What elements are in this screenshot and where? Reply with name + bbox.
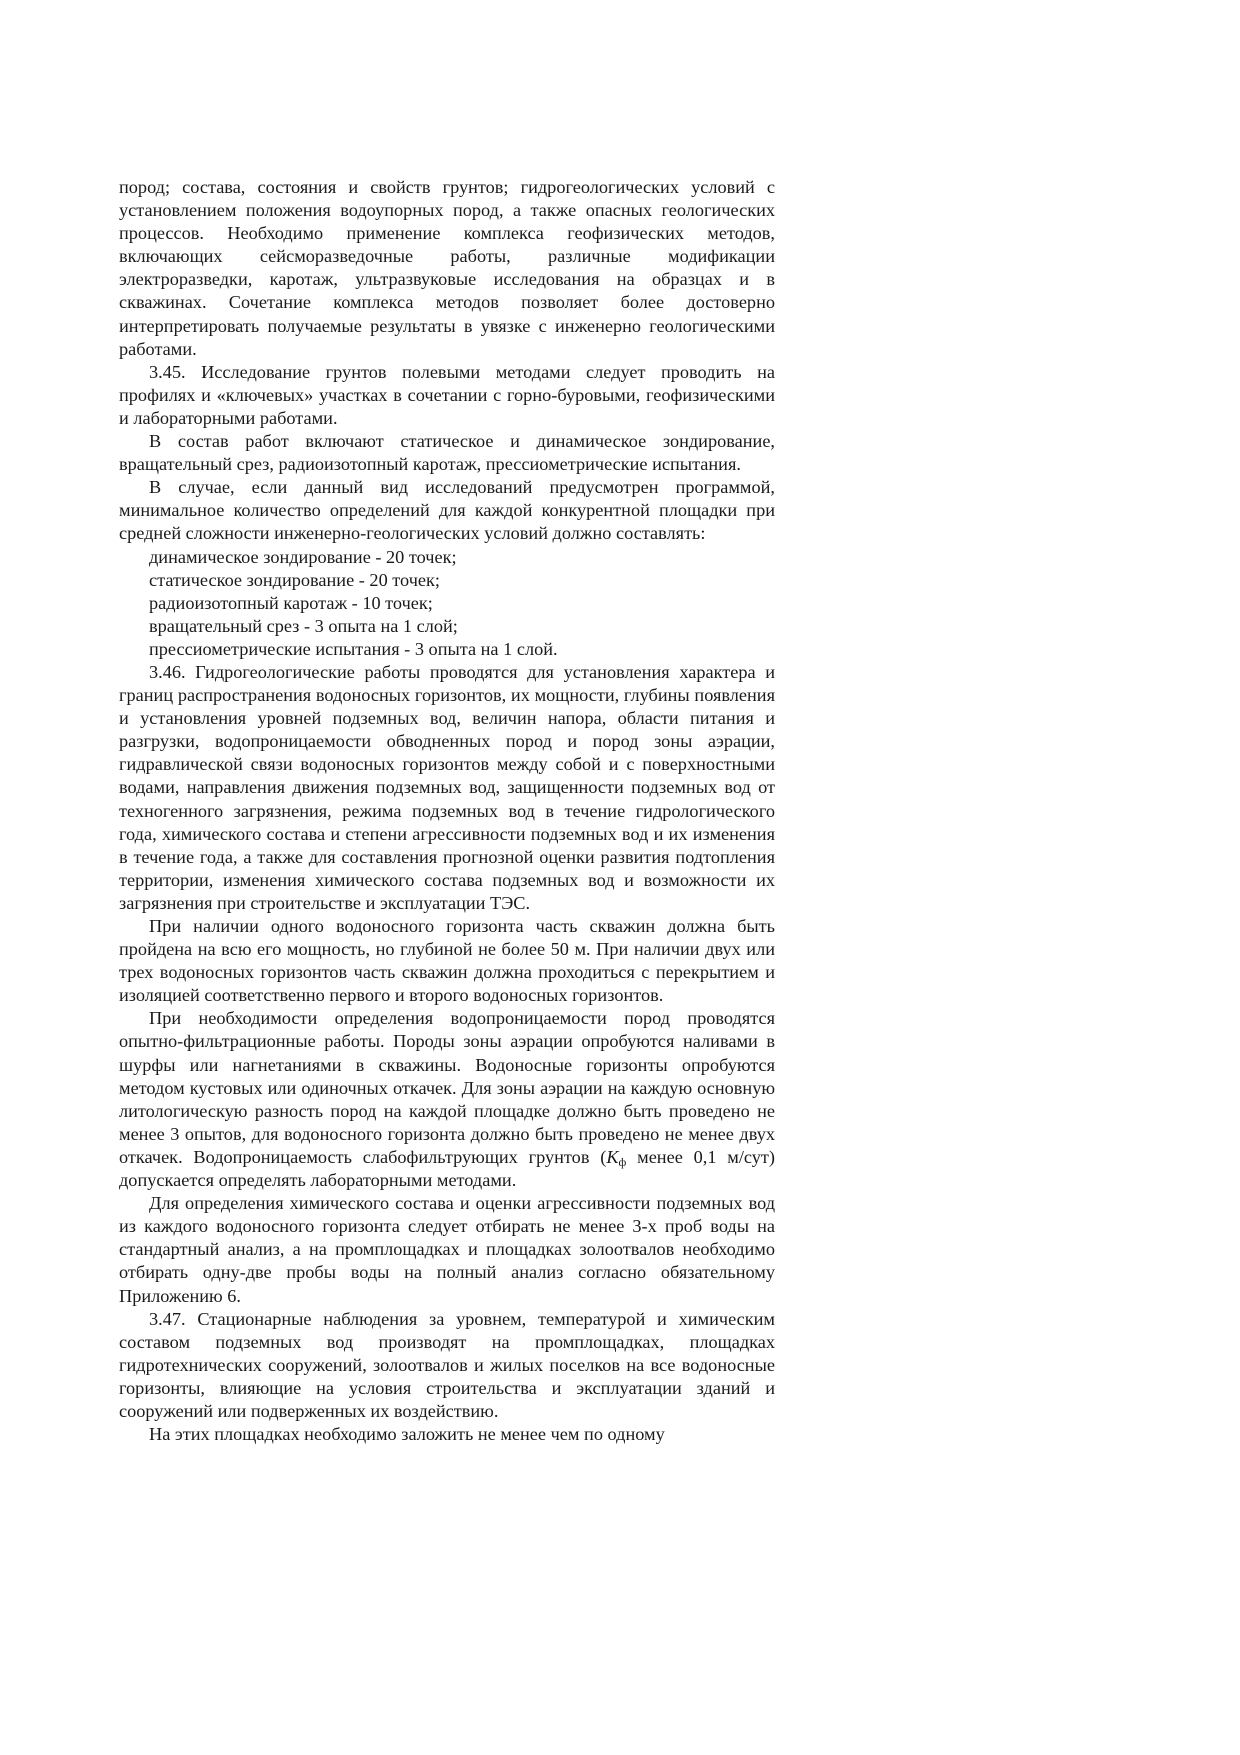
list-item: статическое зондирование - 20 точек; (149, 569, 440, 590)
paragraph-continuation: пород; состава, состояния и свойств грунтов; гидрогеологических условий с установлением положения водоупорных пород, а также опасных геологических процессов. Необходимо применение комплекса геофизических методов, включающих сейсморазведочные работы, различные модификации электроразведки, каротаж, ультразвуковые исследования на образцах и в скважинах. Сочетание комплекса методов позволяет более достоверно интерпретировать получаемые результаты в увязке с инженерно геологическими работами. (119, 177, 775, 359)
list-item: динамическое зондирование - 20 точек; (149, 546, 457, 567)
paragraph-filtration-works (119, 1007, 775, 1192)
paragraph-3-46: 3.46. Гидрогеологические работы проводятся для установления характера и границ распространения водоносных горизонтов, их мощности, глубины появления и установления уровней подземных вод, величин напора, области питания и разгрузки, водопроницаемости обводненных пород и пород зоны аэрации, гидравлической связи водоносных горизонтов между собой и с поверхностными водами, направления движения подземных вод, защищенности подземных вод от техногенного загрязнения, режима подземных вод в течение гидрологического года, химического состава и степени агрессивности подземных вод и их изменения в течение года, а также для составления прогнозной оценки развития подтопления территории, изменения химического состава подземных вод и возможности их загрязнения при строительстве и эксплуатации ТЭС. (119, 661, 775, 913)
list-item: радиоизотопный каротаж - 10 точек; (149, 592, 433, 613)
filtration-text-before: При необходимости определения водопроницаемости пород проводятся опытно-фильтрационные работы. Породы зоны аэрации опробуются наливами в шурфы или нагнетаниями в скважины. Водоносные горизонты опробуются методом кустовых или одиночных откачек. Для зоны аэрации на каждую основную литологическую разность пород на каждой площадке должно быть проведено не менее 3 опытов, для водоносного горизонта должно быть проведено не менее двух откачек. Водопроницаемость слабофильтрующих грунтов ( (119, 1008, 775, 1167)
paragraph-aquifer-wells: При наличии одного водоносного горизонта часть скважин должна быть пройдена на всю его мощность, но глубиной не более 50 м. При наличии двух или трех водоносных горизонтов часть скважин должна проходиться с перекрытием и изоляцией соответственно первого и второго водоносных горизонтов. (119, 916, 775, 1006)
permeability-coefficient-symbol: $K_ф$ (606, 1146, 627, 1169)
list-item: вращательный срез - 3 опыта на 1 слой; (149, 615, 458, 636)
document-page (119, 176, 775, 1446)
paragraph-scope-of-work: В состав работ включают статическое и динамическое зондирование, вращательный срез, радиоизотопный каротаж, прессиометрические испытания. (119, 431, 775, 475)
determinations-list (119, 546, 775, 661)
list-item: прессиометрические испытания - 3 опыта на 1 слой. (149, 638, 558, 659)
paragraph-3-45: 3.45. Исследование грунтов полевыми методами следует проводить на профилях и «ключевых» участках в сочетании с горно-буровыми, геофизическими и лабораторными работами. (119, 361, 775, 428)
filtration-text-after: менее 0,1 м/сут) допускается определять лабораторными методами. (119, 1146, 775, 1191)
paragraph-sites: На этих площадках необходимо заложить не менее чем по одному (149, 1424, 665, 1445)
paragraph-minimum-determinations: В случае, если данный вид исследований предусмотрен программой, минимальное количество определений для каждой конкурентной площадки при средней сложности инженерно-геологических условий должно составлять: (119, 477, 775, 544)
paragraph-chemical-sampling: Для определения химического состава и оценки агрессивности подземных вод из каждого водоносного горизонта следует отбирать не менее 3-х проб воды на стандартный анализ, а на промплощадках и площадках золоотвалов необходимо отбирать одну-две пробы воды на полный анализ согласно обязательному Приложению 6. (119, 1193, 775, 1306)
permeability-coefficient-subscript: ф (618, 1154, 627, 1169)
paragraph-3-47: 3.47. Стационарные наблюдения за уровнем, температурой и химическим составом подземных вод производят на промплощадках, площадках гидротехнических сооружений, золоотвалов и жилых поселков на все водоносные горизонты, влияющие на условия строительства и эксплуатации зданий и сооружений или подверженных их воздействию. (119, 1308, 775, 1421)
